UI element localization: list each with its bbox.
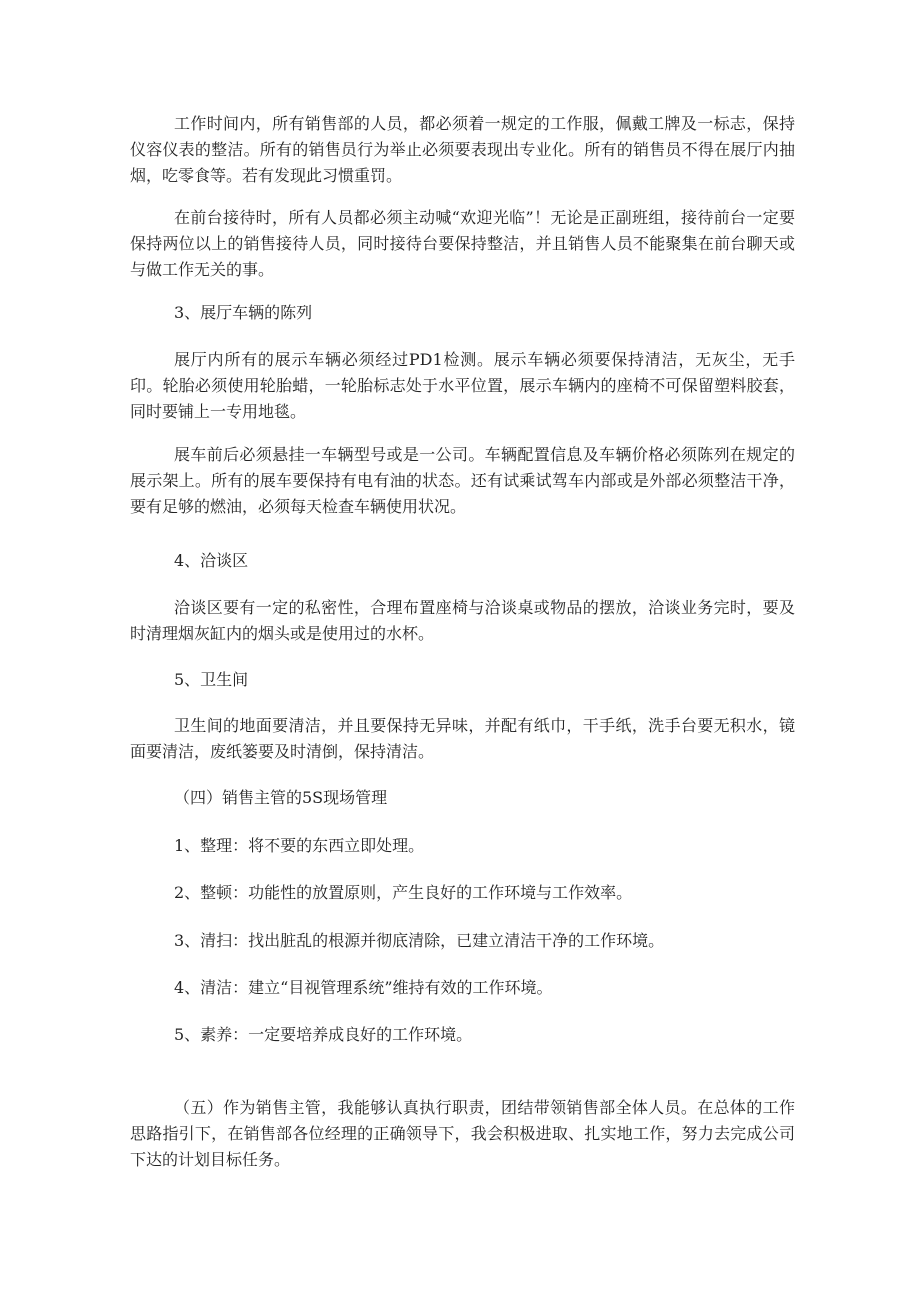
paragraph-supervisor-commitment: （五）作为销售主管，我能够认真执行职责，团结带领销售部全体人员。在总体的工作思路指引下，在销售部各位经理的正确领导下，我会积极进取、扎实地工作，努力去完成公司下达的计划目标任务。 [130, 1098, 795, 1169]
paragraph-negotiation-area: 洽谈区要有一定的私密性，合理布置座椅与洽谈桌或物品的摆放，洽谈业务完时，要及时清理烟灰缸内的烟头或是使用过的水杯。 [130, 598, 795, 643]
paragraph-restroom: 卫生间的地面要清洁，并且要保持无异味，并配有纸巾，干手纸，洗手台要无积水，镜面要清洁，废纸篓要及时清倒，保持清洁。 [130, 716, 795, 761]
list-item-shine: 3、清扫：找出脏乱的根源并彻底清除，已建立清洁干净的工作环境。 [174, 931, 665, 950]
list-item-sort: 1、整理：将不要的东西立即处理。 [174, 836, 425, 855]
paragraph-display-vehicles: 展厅内所有的展示车辆必须经过PD1检测。展示车辆必须要保持清洁，无灰尘，无手印。轮胎必须使用轮胎蜡，一轮胎标志处于水平位置，展示车辆内的座椅不可保留塑料胶套，同时要铺上一专用地毯。 [130, 350, 795, 421]
list-item-set-in-order: 2、整顿：功能性的放置原则，产生良好的工作环境与工作效率。 [174, 883, 633, 902]
list-item-sustain: 5、素养：一定要培养成良好的工作环境。 [174, 1025, 473, 1044]
heading-negotiation-area: 4、洽谈区 [174, 551, 249, 570]
heading-showroom-vehicles: 3、展厅车辆的陈列 [174, 303, 313, 322]
paragraph-front-desk: 在前台接待时，所有人员都必须主动喊“欢迎光临”！无论是正副班组，接待前台一定要保持两位以上的销售接待人员，同时接待台要保持整洁，并且销售人员不能聚集在前台聊天或与做工作无关的事。 [130, 208, 795, 279]
heading-5s-management: （四）销售主管的5S现场管理 [174, 788, 388, 807]
heading-restroom: 5、卫生间 [174, 670, 249, 689]
paragraph-dress-code: 工作时间内，所有销售部的人员，都必须着一规定的工作服，佩戴工牌及一标志，保持仪容仪表的整洁。所有的销售员行为举止必须要表现出专业化。所有的销售员不得在展厅内抽烟，吃零食等。若有发现此习惯重罚。 [130, 114, 795, 185]
list-item-standardize: 4、清洁：建立“目视管理系统”维持有效的工作环境。 [174, 978, 553, 997]
paragraph-vehicle-signage: 展车前后必须悬挂一车辆型号或是一公司。车辆配置信息及车辆价格必须陈列在规定的展示架上。所有的展车要保持有电有油的状态。还有试乘试驾车内部或是外部必须整洁干净，要有足够的燃油，必须每天检查车辆使用状况。 [130, 445, 795, 516]
